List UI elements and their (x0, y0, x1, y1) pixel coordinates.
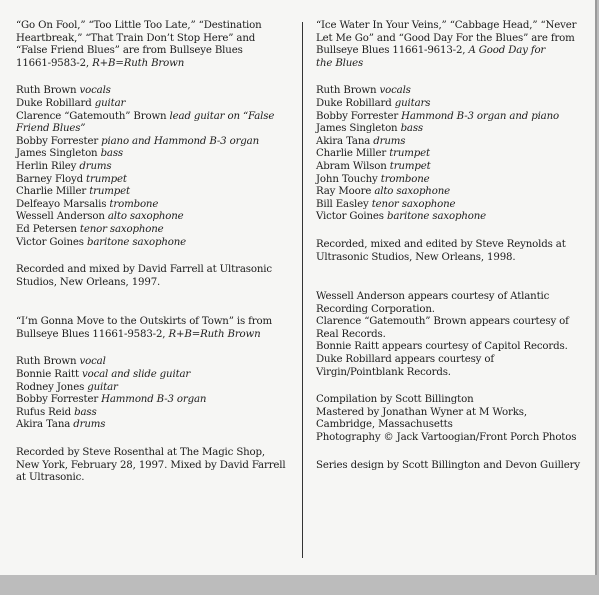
role-text: A Good Day for (468, 45, 546, 57)
line-text: Barney Floyd (16, 173, 87, 185)
right-track-intro (316, 20, 586, 70)
line-text: Herlin Riley (16, 160, 80, 172)
text-line (16, 111, 288, 124)
line-text: Clarence “Gatemouth” Brown appears courtesy of (316, 316, 569, 328)
role-text: trumpet (89, 186, 130, 198)
text-line (16, 45, 288, 58)
line-text: Charlie Miller (16, 186, 90, 198)
line-text: Abram Wilson (316, 160, 390, 172)
text-line (316, 367, 586, 380)
text-line (16, 369, 288, 382)
role-text: trombone (109, 198, 159, 210)
text-line (316, 460, 586, 473)
line-text: Charlie Miller (316, 148, 390, 160)
role-text: baritone saxophone (386, 211, 487, 223)
line-text: Ruth Brown (316, 85, 380, 97)
line-text: Studios, New Orleans, 1997. (16, 276, 161, 288)
text-line (316, 161, 586, 174)
role-text: Hammond B-3 organ and piano (401, 110, 560, 122)
line-text: Photography © Jack Vartoogian/Front Porch Photos (316, 432, 577, 444)
text-line (16, 85, 288, 98)
role-text: baritone saxophone (86, 236, 187, 248)
courtesy-credits (316, 291, 586, 379)
line-text: Bullseye Blues 11661-9613-2, (316, 45, 469, 57)
text-line (16, 237, 288, 250)
left-track-intro-2 (16, 316, 288, 341)
line-text: Bonnie Raitt appears courtesy of Capitol Records. (316, 341, 568, 353)
line-text: Duke Robillard appears courtesy of (316, 354, 494, 366)
line-text: Mastered by Jonathan Wyner at M Works, (316, 406, 527, 418)
text-line (16, 186, 288, 199)
text-line (16, 148, 288, 161)
text-line (316, 33, 586, 46)
design-credit (316, 460, 586, 473)
left-column (16, 20, 288, 498)
line-text: Ed Petersen (16, 223, 80, 235)
line-text: Wessell Anderson (16, 211, 108, 223)
text-line (316, 407, 586, 420)
line-text: James Singleton (316, 123, 401, 135)
line-text: Ray Moore (316, 186, 375, 198)
left-personnel-2 (16, 356, 288, 432)
line-text: Ruth Brown (16, 356, 80, 368)
text-line (16, 447, 288, 460)
text-line (316, 111, 586, 124)
line-text: Recorded and mixed by David Farrell at Ultrasonic (16, 264, 272, 276)
role-text: bass (74, 406, 97, 418)
text-line (316, 148, 586, 161)
line-text: Recorded by Steve Rosenthal at The Magic Shop, (16, 447, 265, 459)
line-text: Wessell Anderson appears courtesy of Atlantic (316, 291, 550, 303)
text-line (16, 316, 288, 329)
production-credits (316, 394, 586, 444)
line-text: John Touchy (316, 173, 381, 185)
role-text: R+B=Ruth Brown (168, 328, 261, 340)
line-text: Rufus Reid (16, 406, 75, 418)
text-line (16, 174, 288, 187)
line-text: Heartbreak,” “That Train Don’t Stop Here” and (16, 32, 256, 44)
text-line (316, 174, 586, 187)
line-text: Bonnie Raitt (16, 369, 82, 381)
line-text: Recorded, mixed and edited by Steve Reynolds at (316, 238, 566, 250)
role-text: tenor saxophone (371, 198, 456, 210)
line-text: Series design by Scott Billington and Devon Guillery (316, 459, 580, 471)
right-recording-credit (316, 239, 586, 264)
role-text: vocals (79, 85, 111, 97)
line-text: Bobby Forrester (316, 110, 402, 122)
line-text: at Ultrasonic. (16, 472, 85, 484)
text-line (316, 291, 586, 304)
text-line (316, 85, 586, 98)
text-line (16, 58, 288, 71)
line-text: “Go On Fool,” “Too Little Too Late,” “Destination (16, 20, 262, 31)
text-line (316, 432, 586, 445)
text-line (316, 123, 586, 136)
role-text: drums (79, 160, 112, 172)
left-track-intro-1 (16, 20, 288, 70)
text-line (16, 329, 288, 342)
role-text: drums (73, 419, 106, 431)
role-text: vocal (79, 356, 106, 368)
line-text: New York, February 28, 1997. Mixed by David Farrell (16, 459, 286, 471)
line-text: Bill Easley (316, 198, 372, 210)
text-line (16, 419, 288, 432)
line-text: Bullseye Blues 11661-9583-2, (16, 328, 169, 340)
role-text: drums (373, 135, 406, 147)
left-recording-credit-1 (16, 264, 288, 289)
column-divider (302, 22, 303, 558)
role-text: trumpet (389, 160, 431, 172)
text-line (16, 224, 288, 237)
text-line (16, 123, 288, 136)
role-text: trombone (380, 173, 430, 185)
line-text: Bobby Forrester (16, 394, 102, 406)
line-text: Duke Robillard (16, 97, 95, 109)
role-text: trumpet (86, 173, 127, 185)
text-line (316, 211, 586, 224)
text-line (316, 20, 586, 33)
role-text: lead guitar on “False (169, 110, 275, 122)
left-personnel-1 (16, 85, 288, 249)
text-line (316, 394, 586, 407)
line-text: Virgin/Pointblank Records. (316, 366, 451, 378)
line-text: Akira Tana (16, 419, 74, 431)
line-text: Real Records. (316, 328, 386, 340)
text-line (316, 136, 586, 149)
line-text: Clarence “Gatemouth” Brown (16, 110, 170, 122)
role-text: bass (100, 148, 124, 160)
text-line (16, 407, 288, 420)
text-line (16, 161, 288, 174)
text-line (16, 211, 288, 224)
line-text: “Ice Water In Your Veins,” “Cabbage Head,” “Never (316, 20, 577, 31)
role-text: tenor saxophone (79, 223, 164, 235)
line-text: Let Me Go” and “Good Day For the Blues” are from (316, 32, 575, 44)
role-text: guitars (394, 97, 431, 109)
text-line (16, 356, 288, 369)
line-text: Recording Corporation. (316, 303, 435, 315)
role-text: guitar (87, 381, 118, 393)
text-line (16, 199, 288, 212)
text-line (16, 460, 288, 473)
line-text: Ruth Brown (16, 85, 80, 97)
text-line (16, 33, 288, 46)
role-text: the Blues (316, 57, 364, 69)
line-text: Akira Tana (316, 135, 374, 147)
text-line (16, 382, 288, 395)
text-line (316, 199, 586, 212)
text-line (16, 394, 288, 407)
line-text: Rodney Jones (16, 381, 88, 393)
text-line (316, 186, 586, 199)
text-line (316, 58, 586, 71)
text-line (316, 329, 586, 342)
role-text: vocals (379, 85, 411, 97)
text-line (316, 252, 586, 265)
line-text: Bobby Forrester (16, 135, 102, 147)
text-line (16, 136, 288, 149)
line-text: Cambridge, Massachusetts (316, 419, 453, 431)
role-text: guitar (94, 97, 126, 109)
text-line (316, 316, 586, 329)
line-text: Duke Robillard (316, 97, 395, 109)
role-text: trumpet (389, 148, 430, 160)
role-text: bass (400, 123, 424, 135)
line-text: Ultrasonic Studios, New Orleans, 1998. (316, 251, 516, 263)
line-text: “I’m Gonna Move to the Outskirts of Town” is from (16, 316, 272, 328)
line-text: Victor Goines (316, 211, 387, 223)
role-text: vocal and slide guitar (81, 369, 191, 381)
line-text: Delfeayo Marsalis (16, 198, 110, 210)
role-text: alto saxophone (374, 186, 450, 198)
text-line (316, 45, 586, 58)
role-text: Friend Blues” (16, 123, 86, 135)
text-line (16, 264, 288, 277)
text-line (316, 304, 586, 317)
text-line (16, 472, 288, 485)
text-line (16, 20, 288, 33)
role-text: alto saxophone (107, 211, 184, 223)
line-text: Compilation by Scott Billington (316, 394, 474, 406)
right-column (316, 20, 586, 485)
text-line (316, 98, 586, 111)
line-text: 11661-9583-2, (16, 57, 93, 69)
right-personnel (316, 85, 586, 224)
text-line (316, 239, 586, 252)
line-text: Victor Goines (16, 236, 87, 248)
line-text: James Singleton (16, 148, 101, 160)
text-line (316, 341, 586, 354)
text-line (316, 419, 586, 432)
left-recording-credit-2 (16, 447, 288, 485)
text-line (16, 277, 288, 290)
role-text: piano and Hammond B-3 organ (101, 135, 260, 147)
text-line (316, 354, 586, 367)
text-line (16, 98, 288, 111)
line-text: “False Friend Blues” are from Bullseye Blues (16, 45, 243, 57)
role-text: R+B=Ruth Brown (92, 57, 185, 69)
role-text: Hammond B-3 organ (101, 394, 207, 406)
